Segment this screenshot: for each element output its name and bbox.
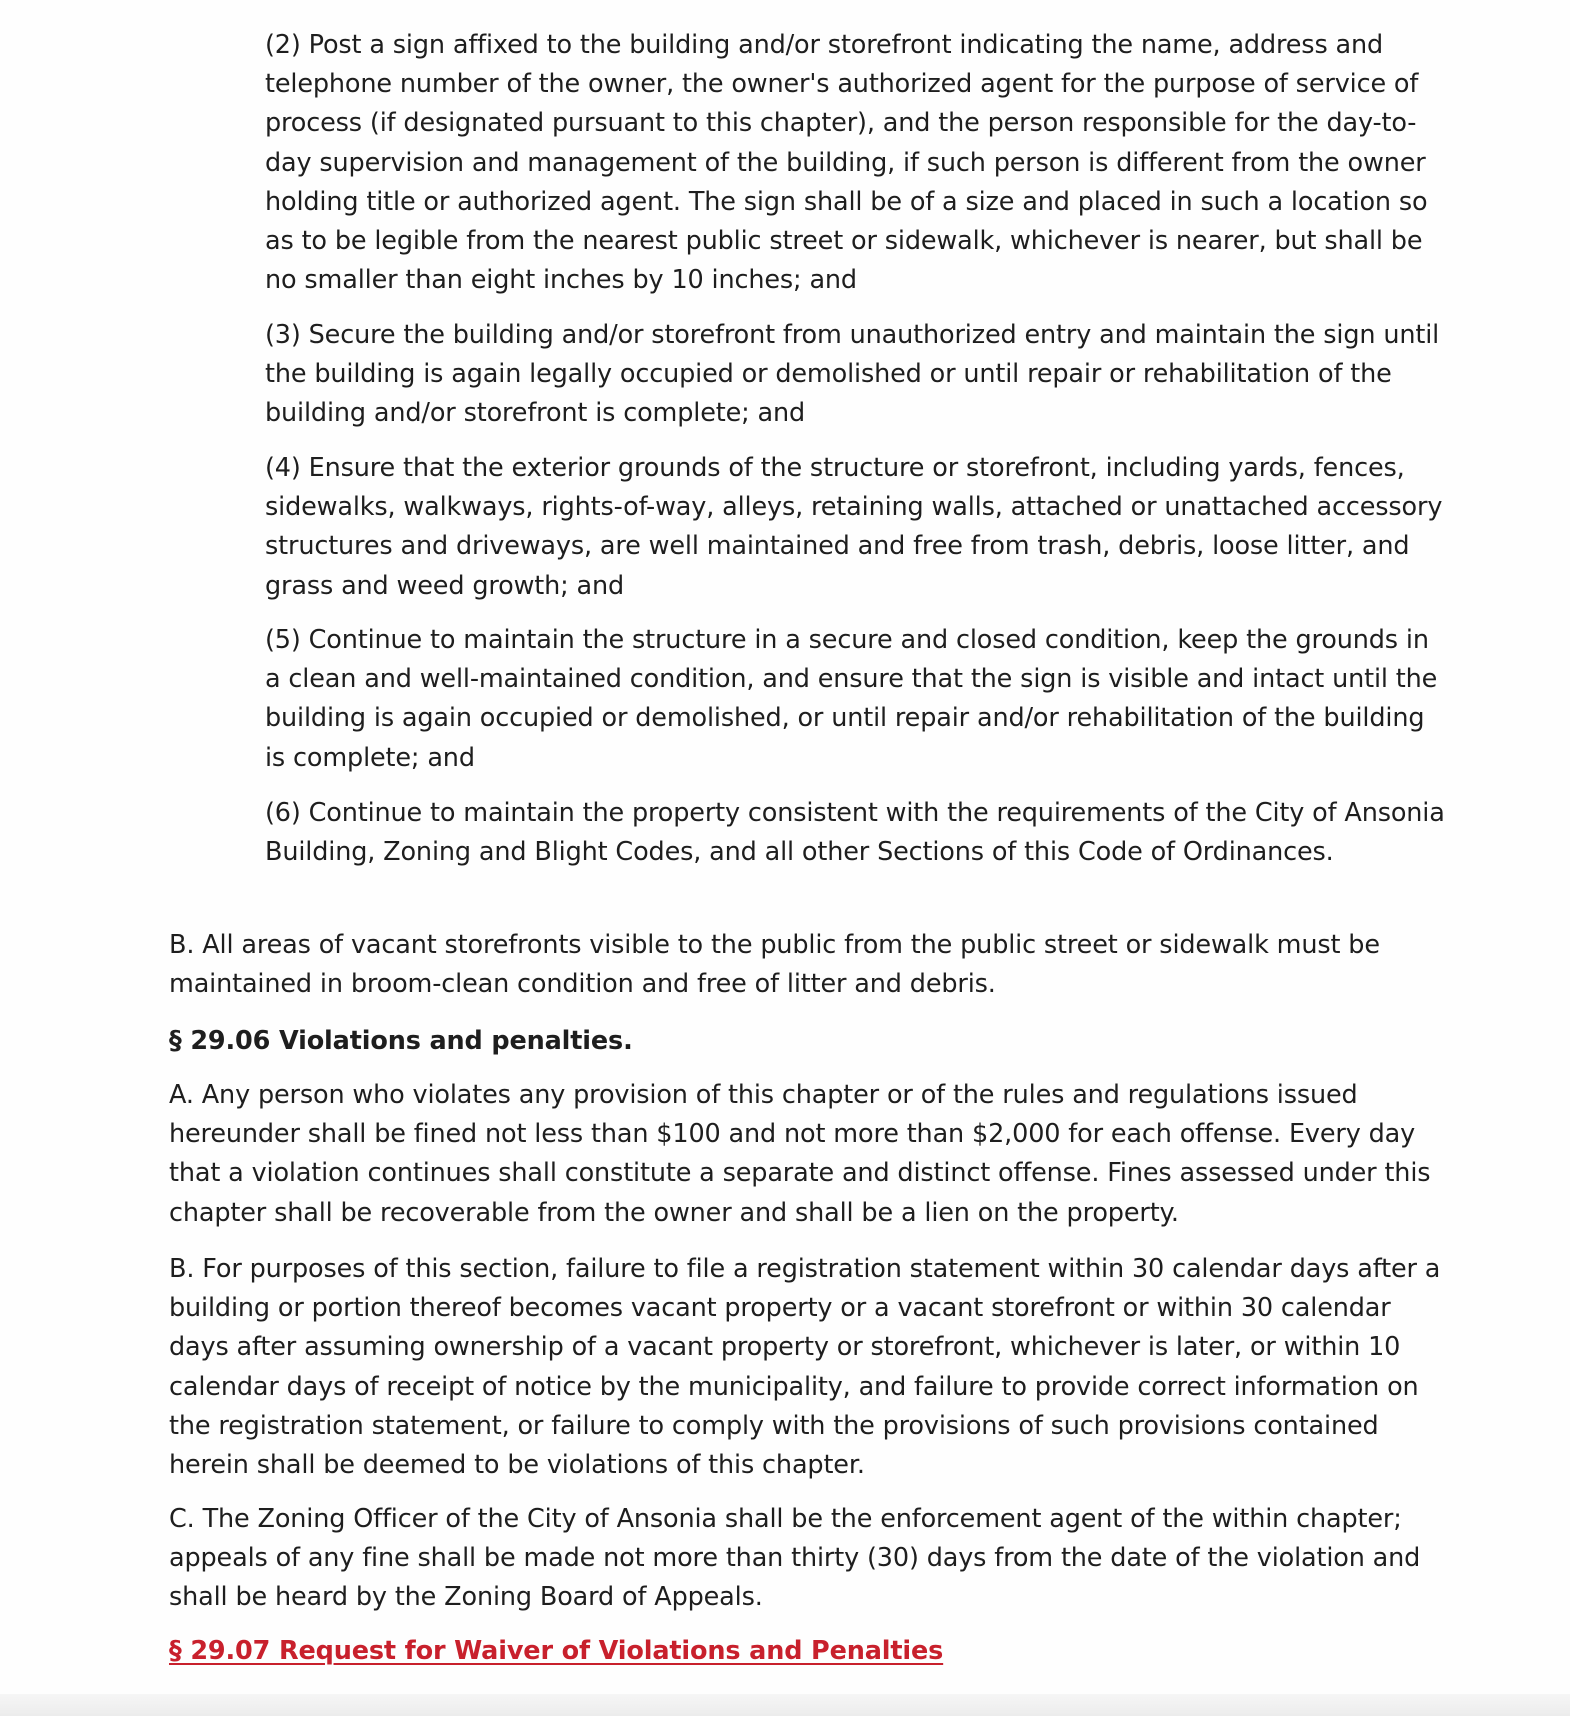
- list-item-5: (5) Continue to maintain the structure in a secure and closed condition, keep the grounds in a clean and well-maintained condition, and ensure that the sign is visible and intact until the building is again occupied or demolished, or until repair and/or rehabilitation of the building is complete; and: [265, 625, 1438, 773]
- section-heading-29-07-link[interactable]: § 29.07 Request for Waiver of Violations and Penalties: [169, 1636, 944, 1666]
- page-bottom-edge: [0, 1694, 1570, 1716]
- paragraph-a-penalties: A. Any person who violates any provision of this chapter or of the rules and regulations issued hereunder shall be fined not less than $100 and not more than $2,000 for each offense. Every day that a violation continues shall constitute a separate and distinct offense. Fines assessed under this chapter shall be recoverable from the owner and shall be a lien on the property.: [169, 1080, 1431, 1228]
- paragraph-b-registration: B. For purposes of this section, failure to file a registration statement within 30 calendar days after a building or portion thereof becomes vacant property or a vacant storefront or within 30 calendar days after assuming ownership of a vacant property or storefront, whichever is later, or within 10 calendar days of receipt of notice by the municipality, and failure to provide correct information on the registration statement, or failure to comply with the provisions of such provisions contained herein shall be deemed to be violations of this chapter.: [169, 1254, 1441, 1481]
- list-item-4: (4) Ensure that the exterior grounds of the structure or storefront, including yards, fences, sidewalks, walkways, rights-of-way, alleys, retaining walls, attached or unattached accessory structures and driveways, are well maintained and free from trash, debris, loose litter, and grass and weed growth; and: [265, 453, 1443, 601]
- paragraph-b-storefronts: B. All areas of vacant storefronts visible to the public from the public street or sidewalk must be maintained in broom-clean condition and free of litter and debris.: [169, 930, 1380, 1000]
- list-item-2: (2) Post a sign affixed to the building and/or storefront indicating the name, address and telephone number of the owner, the owner's authorized agent for the purpose of service of process (if designated pursuant to this chapter), and the person responsible for the day-to-day supervision and management of the building, if such person is different from the owner holding title or authorized agent. The sign shall be of a size and placed in such a location so as to be legible from the nearest public street or sidewalk, whichever is nearer, but shall be no smaller than eight inches by 10 inches; and: [265, 30, 1428, 296]
- section-heading-29-06: § 29.06 Violations and penalties.: [169, 1026, 633, 1056]
- list-item-6: (6) Continue to maintain the property consistent with the requirements of the City of Ansonia Building, Zoning and Blight Codes, and all other Sections of this Code of Ordinances.: [265, 798, 1445, 868]
- paragraph-c-enforcement: C. The Zoning Officer of the City of Ansonia shall be the enforcement agent of the within chapter; appeals of any fine shall be made not more than thirty (30) days from the date of the violation and shall be heard by the Zoning Board of Appeals.: [169, 1504, 1421, 1613]
- list-item-3: (3) Secure the building and/or storefront from unauthorized entry and maintain the sign until the building is again legally occupied or demolished or until repair or rehabilitation of the building and/or storefront is complete; and: [265, 320, 1440, 429]
